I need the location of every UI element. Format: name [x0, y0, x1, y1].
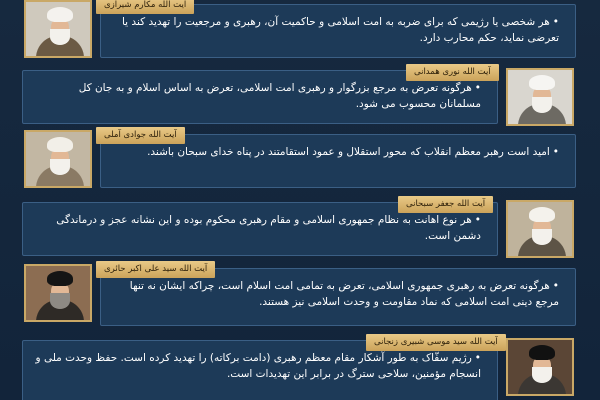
scholar-name-tag: آیت الله سید علی اکبر حائری: [96, 261, 215, 278]
scholar-name-tag: آیت الله سید موسی شبیری زنجانی: [366, 334, 506, 351]
quote-text: امید است رهبر معظم انقلاب که محور استقلال و عمود استقامتند در پناه خدای سبحان باشند.: [147, 146, 550, 158]
scholar-name-tag: آیت الله مکارم شیرازی: [96, 0, 194, 14]
quote-row: [0, 0, 600, 64]
portrait-photo: [506, 200, 574, 258]
bullet-icon: •: [474, 214, 481, 226]
portrait-photo: [24, 130, 92, 188]
scholar-name-tag: آیت الله جعفر سبحانی: [398, 196, 493, 213]
bullet-icon: •: [552, 280, 559, 292]
portrait-photo: [506, 68, 574, 126]
bullet-icon: •: [552, 146, 559, 158]
quote-text: هر شخصی یا رژیمی که برای ضربه به امت اسلامی و حاکمیت آن، رهبری و مرجعیت را تهدید کند یا تعرضی نماید، حکم محارب دارد.: [121, 16, 559, 44]
quote-text: هرگونه تعرض به رهبری جمهوری اسلامی، تعرض به تمامی امت اسلام است، چراکه ایشان نه تنها مرجع دینی امت اسلامی که نماد مقاومت و وحدت اسلامی نیز هستند.: [129, 280, 559, 308]
bullet-icon: •: [474, 352, 481, 364]
quote-text: هر نوع اهانت به نظام جمهوری اسلامی و مقام رهبری محکوم بوده و این نشانه عجز و درماندگی دشمن است.: [56, 214, 481, 242]
portrait-photo: [24, 0, 92, 58]
quote-row: [0, 196, 600, 262]
quote-row: [0, 64, 600, 130]
quote-row: [0, 334, 600, 400]
quote-text: هرگونه تعرض به مرجع بزرگوار و رهبری امت اسلامی، تعرض به اساس اسلام و به جان کل مسلمانان محسوب می شود.: [78, 82, 481, 110]
scholar-name-tag: آیت الله جوادی آملی: [96, 127, 185, 144]
portrait-photo: [506, 338, 574, 396]
scholar-name-tag: آیت الله نوری همدانی: [406, 64, 499, 81]
bullet-icon: •: [474, 82, 481, 94]
quote-row: [0, 128, 600, 194]
quote-row: [0, 262, 600, 328]
quote-text: رژیم سفّاک به طور آشکار مقام معظم رهبری (دامت برکاته) را تهدید کرده است. حفظ وحدت ملی و انسجام مؤمنین، سلاحی سترگ در برابر این تهدیدات است.: [35, 352, 481, 380]
portrait-photo: [24, 264, 92, 322]
bullet-icon: •: [552, 16, 559, 28]
